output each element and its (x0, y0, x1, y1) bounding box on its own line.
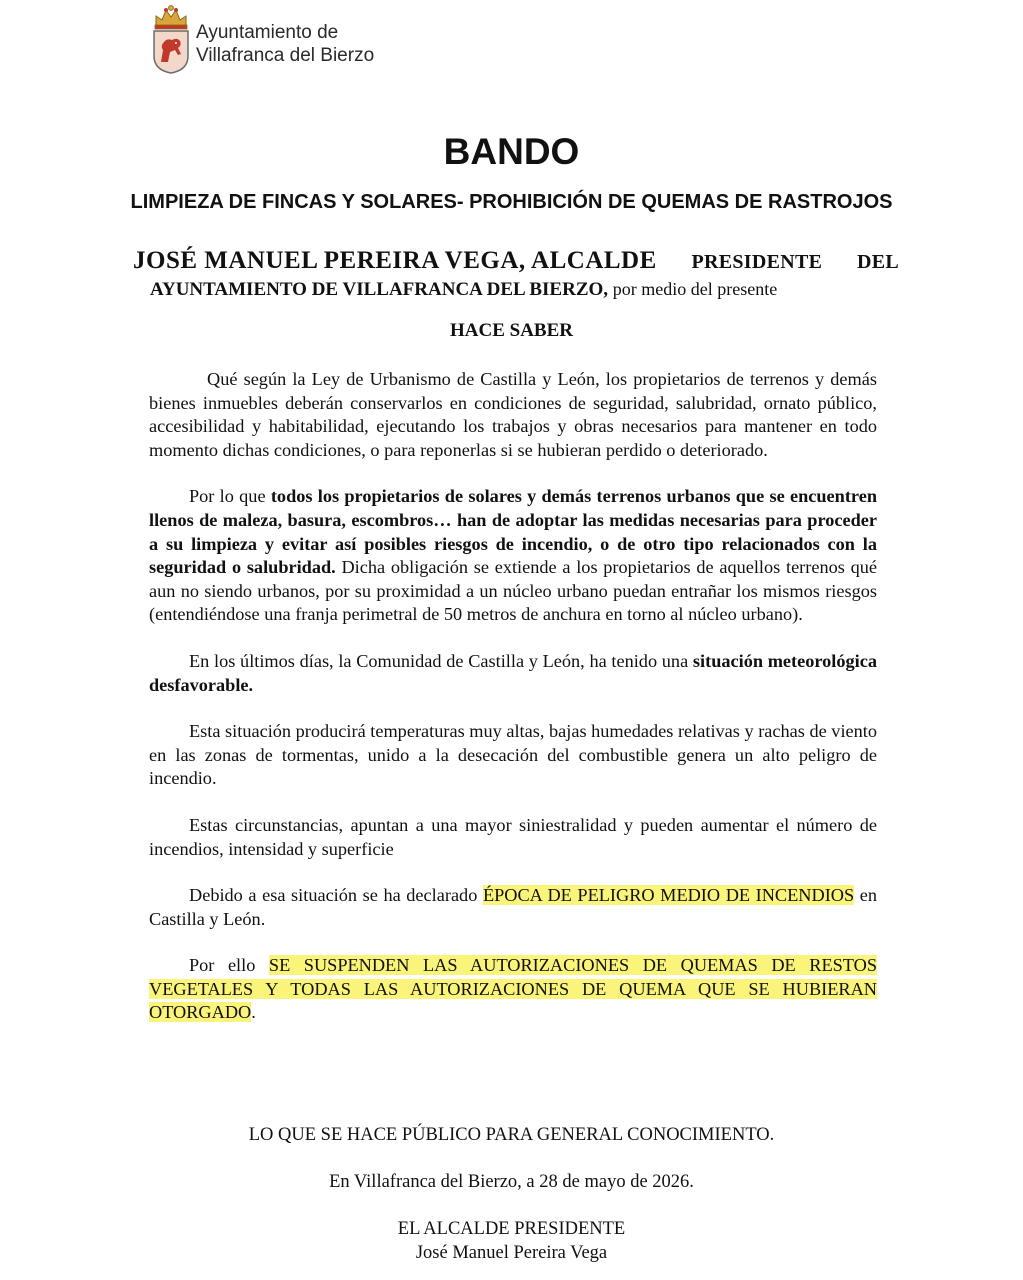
paragraph-7-highlight: SE SUSPENDEN LAS AUTORIZACIONES DE QUEMAS DE RESTOS VEGETALES Y TODAS LAS AUTORIZACIONES DE QUEMA QUE SE HUBIERAN OTORGADO (149, 955, 878, 1023)
paragraph-3-bold: situación meteorológica desfavorable. (149, 650, 878, 695)
document-subtitle: LIMPIEZA DE FINCAS Y SOLARES- PROHIBICIÓN DE QUEMAS DE RASTROJOS (130, 191, 893, 213)
org-line-2: Villafranca del Bierzo (196, 45, 375, 66)
paragraph-3: En los últimos días, la Comunidad de Castilla y León, ha tenido una situación meteorológica desfavorable. (149, 650, 878, 695)
coat-of-arms-icon (150, 4, 192, 74)
paragraph-2-bold: todos los propietarios de solares y demás terrenos urbanos que se encuentren llenos de maleza, basura, escombros… han de adoptar las medidas necesarias para proceder a su limpieza y evitar así posibles riesgos de incendio, o de otro tipo relacionados con la seguridad o salubridad. (149, 486, 877, 578)
public-notice-line: LO QUE SE HACE PÚBLICO PARA GENERAL CONOCIMIENTO. (248, 1125, 775, 1145)
document-body (149, 368, 877, 1048)
mayor-name-title: JOSÉ MANUEL PEREIRA VEGA, ALCALDE (133, 247, 657, 274)
mayor-declaration (133, 246, 899, 302)
hace-saber-heading: HACE SABER (450, 320, 573, 341)
paragraph-1: Qué según la Ley de Urbanismo de Castilla y León, los propietarios de terrenos y demás bienes inmuebles deberán conservarlos en condiciones de seguridad, salubridad, ornato público, accesibilidad y habitabilidad, ejecutando los trabajos y obras necesarios para mantener en todo momento dichas condiciones, o para reponerlas si se hubieran perdido o deteriorado. (149, 369, 877, 460)
paragraph-7: Por ello SE SUSPENDEN LAS AUTORIZACIONES DE QUEMAS DE RESTOS VEGETALES Y TODAS LAS AUTORIZACIONES DE QUEMA QUE SE HUBIERAN OTORGADO. (149, 955, 878, 1023)
paragraph-4: Esta situación producirá temperaturas muy altas, bajas humedades relativas y rachas de viento en las zonas de tormentas, unido a la desecación del combustible genera un alto peligro de incendio. (149, 721, 877, 789)
paragraph-5: Estas circunstancias, apuntan a una mayor siniestralidad y pueden aumentar el número de incendios, intensidad y superficie (149, 814, 877, 859)
paragraph-6-highlight: ÉPOCA DE PELIGRO MEDIO DE INCENDIOS (482, 885, 855, 906)
organization-name (196, 21, 374, 67)
place-date: En Villafranca del Bierzo, a 28 de mayo de 2026. (329, 1172, 694, 1192)
mayor-presidente: PRESIDENTE (691, 251, 823, 273)
paragraph-2: Por lo que todos los propietarios de solares y demás terrenos urbanos que se encuentren llenos de maleza, basura, escombros… han de adoptar las medidas necesarias para proceder a su limpieza y evitar así posibles riesgos de incendio, o de otro tipo relacionados con la seguridad o salubridad. Dicha obligación se extiende a los propietarios de aquellos terrenos qué aun no siendo urbanos, por su proximidad a un núcleo urbano puedan entrañar los mismos riesgos (entendiéndose una franja perimetral de 50 metros de anchura en torno al núcleo urbano). (149, 486, 877, 625)
ayuntamiento-name: AYUNTAMIENTO DE VILLAFRANCA DEL BIERZO, (150, 279, 609, 300)
signer-name: José Manuel Pereira Vega (415, 1243, 608, 1263)
por-medio-text: por medio del presente (612, 279, 778, 299)
org-line-1: Ayuntamiento de (196, 22, 339, 43)
document-title: BANDO (443, 131, 580, 172)
paragraph-6: Debido a esa situación se ha declarado ÉPOCA DE PELIGRO MEDIO DE INCENDIOS en Castilla y León. (149, 885, 878, 929)
signer-title: EL ALCALDE PRESIDENTE (397, 1219, 626, 1239)
letterhead (150, 4, 374, 74)
mayor-del: DEL (856, 251, 899, 273)
